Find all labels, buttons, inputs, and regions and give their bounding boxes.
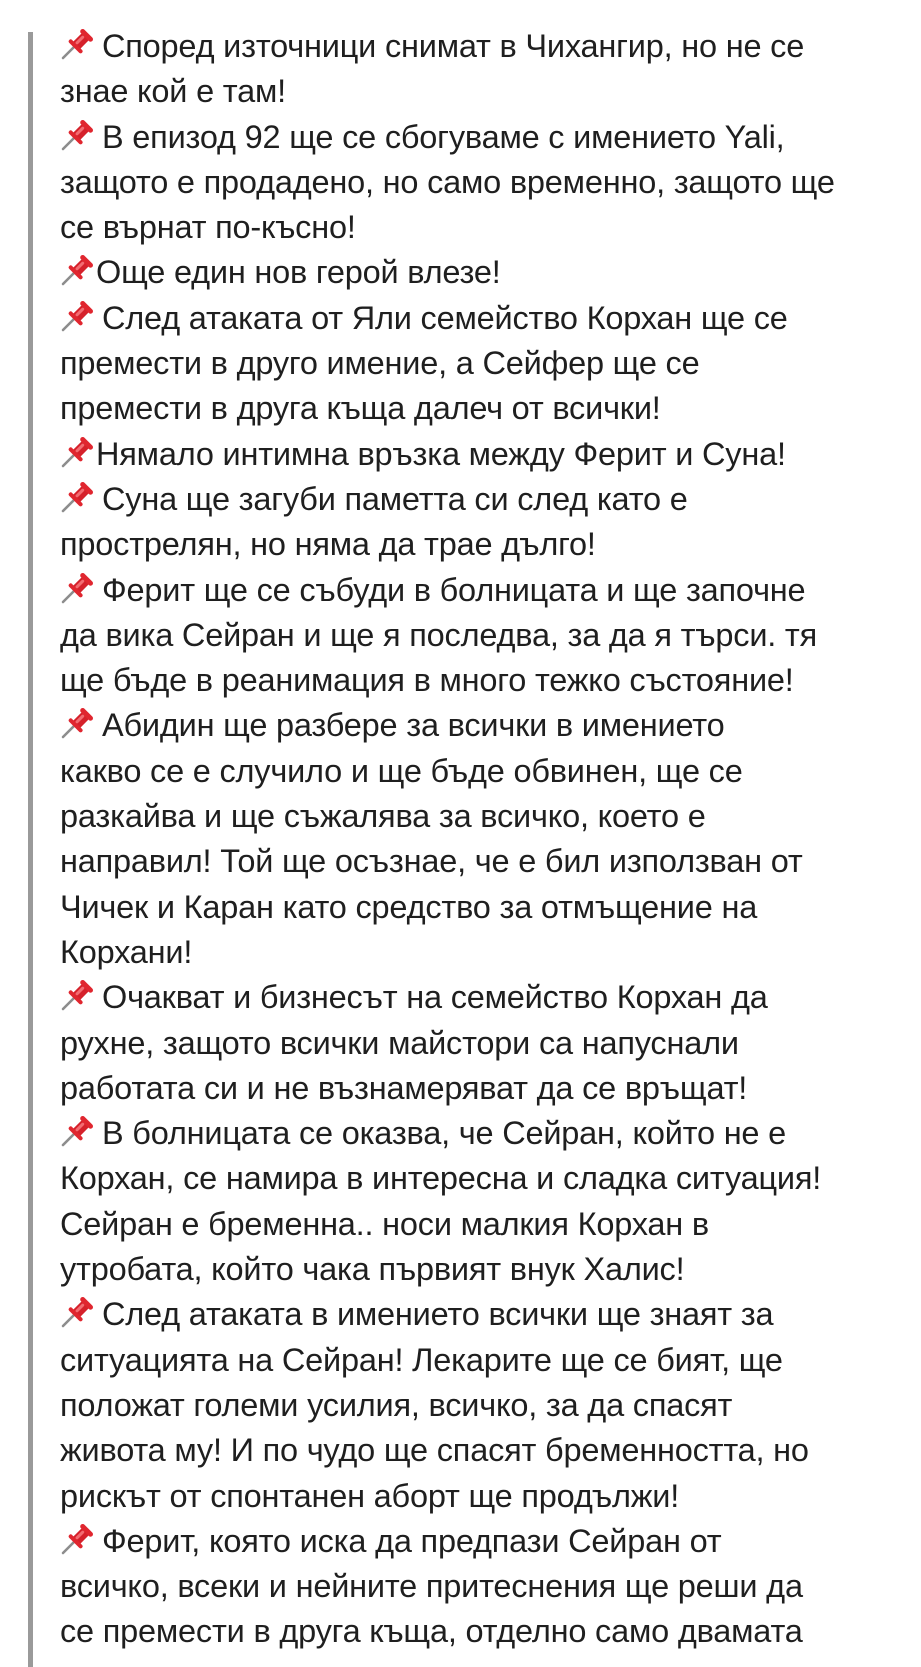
line-text: ще бъде в реанимация в много тежко състояние!	[60, 662, 794, 699]
text-line	[60, 839, 910, 884]
text-line	[60, 522, 910, 567]
pushpin-icon	[60, 118, 98, 152]
line-text: Още един нов герой влезе!	[96, 254, 501, 291]
line-text: Суна ще загуби паметта си след като е	[102, 480, 688, 517]
list-item	[60, 703, 910, 748]
line-text: Ферит, която иска да предпази Сейран от	[102, 1522, 722, 1559]
text-line	[60, 1338, 910, 1383]
list-item	[60, 24, 910, 69]
pushpin-icon	[60, 978, 98, 1012]
line-text: всичко, всеки и нейните притеснения ще реши да	[60, 1568, 803, 1605]
line-text: рухне, защото всички майстори са напуснали	[60, 1024, 739, 1061]
line-text: направил! Той ще осъзнае, че е бил използван от	[60, 843, 803, 880]
line-text: да вика Сейран и ще я последва, за да я търси. тя	[60, 616, 818, 653]
line-text: разкайва и ще съжалява за всичко, което е	[60, 798, 706, 835]
list-item	[60, 1519, 910, 1564]
pushpin-icon	[60, 571, 98, 605]
line-text: се върнат по-късно!	[60, 209, 356, 246]
pushpin-icon	[60, 253, 98, 287]
list-item	[60, 432, 910, 477]
line-text: Очакват и бизнесът на семейство Корхан да	[102, 979, 768, 1016]
text-line	[60, 658, 910, 703]
text-line	[60, 1564, 910, 1609]
text-line	[60, 160, 910, 205]
line-text: утробата, който чака първият внук Халис!	[60, 1251, 685, 1288]
text-line	[60, 749, 910, 794]
line-text: След атаката в имението всички ще знаят за	[102, 1296, 774, 1333]
post-text	[60, 24, 910, 1655]
line-text: Според източници снимат в Чихангир, но не се	[102, 28, 805, 64]
line-text: защото е продадено, но само временно, защото ще	[60, 163, 835, 200]
line-text: Ферит ще се събуди в болницата и ще започне	[102, 571, 806, 608]
line-text: Чичек и Каран като средство за отмъщение на	[60, 888, 758, 925]
text-line	[60, 341, 910, 386]
line-text: знае кой е там!	[60, 73, 286, 110]
line-text: рискът от спонтанен аборт ще продължи!	[60, 1477, 680, 1514]
line-text: Нямало интимна връзка между Ферит и Суна!	[96, 435, 786, 472]
text-line	[60, 1066, 910, 1111]
text-line	[60, 885, 910, 930]
list-item	[60, 296, 910, 341]
pushpin-icon	[60, 1295, 98, 1329]
text-line	[60, 1156, 910, 1201]
line-text: работата си и не възнамеряват да се връщат!	[60, 1069, 748, 1106]
line-text: живота му! И по чудо ще спасят бременността, но	[60, 1432, 809, 1469]
pushpin-icon	[60, 706, 98, 740]
quote-bar	[28, 32, 33, 1667]
text-line	[60, 613, 910, 658]
list-item	[60, 975, 910, 1020]
list-item	[60, 477, 910, 522]
line-text: ситуацията на Сейран! Лекарите ще се бият, ще	[60, 1341, 783, 1378]
line-text: В болницата се оказва, че Сейран, който не е	[102, 1115, 787, 1152]
line-text: прострелян, но няма да трае дълго!	[60, 526, 596, 563]
line-text: премести в друго имение, а Сейфер ще се	[60, 345, 700, 382]
line-text: се премести в друга къща, отделно само двамата	[60, 1613, 803, 1650]
text-line	[60, 1021, 910, 1066]
line-text: какво се е случило и ще бъде обвинен, ще се	[60, 752, 743, 789]
pushpin-icon	[60, 1114, 98, 1148]
text-line	[60, 69, 910, 114]
pushpin-icon	[60, 480, 98, 514]
text-line	[60, 1428, 910, 1473]
pushpin-icon	[60, 435, 98, 469]
list-item	[60, 1292, 910, 1337]
list-item	[60, 250, 910, 295]
pushpin-icon	[60, 27, 98, 61]
list-item	[60, 115, 910, 160]
pushpin-icon	[60, 299, 98, 333]
text-line	[60, 1383, 910, 1428]
text-line	[60, 386, 910, 431]
text-line	[60, 1609, 910, 1654]
line-text: премести в друга къща далеч от всички!	[60, 390, 661, 427]
line-text: положат големи усилия, всичко, за да спасят	[60, 1386, 733, 1423]
line-text: Корхани!	[60, 933, 193, 970]
text-line	[60, 1474, 910, 1519]
text-line	[60, 930, 910, 975]
line-text: Сейран е бременна.. носи малкия Корхан в	[60, 1205, 709, 1242]
text-line	[60, 794, 910, 839]
text-line	[60, 1202, 910, 1247]
text-line	[60, 1247, 910, 1292]
line-text: В епизод 92 ще се сбогуваме с имението Yali,	[102, 118, 785, 155]
text-line	[60, 205, 910, 250]
line-text: Корхан, се намира в интересна и сладка ситуация!	[60, 1160, 822, 1197]
pushpin-icon	[60, 1522, 98, 1556]
list-item	[60, 568, 910, 613]
line-text: Абидин ще разбере за всички в имението	[102, 707, 725, 744]
list-item	[60, 1111, 910, 1156]
line-text: След атаката от Яли семейство Корхан ще се	[102, 299, 788, 336]
